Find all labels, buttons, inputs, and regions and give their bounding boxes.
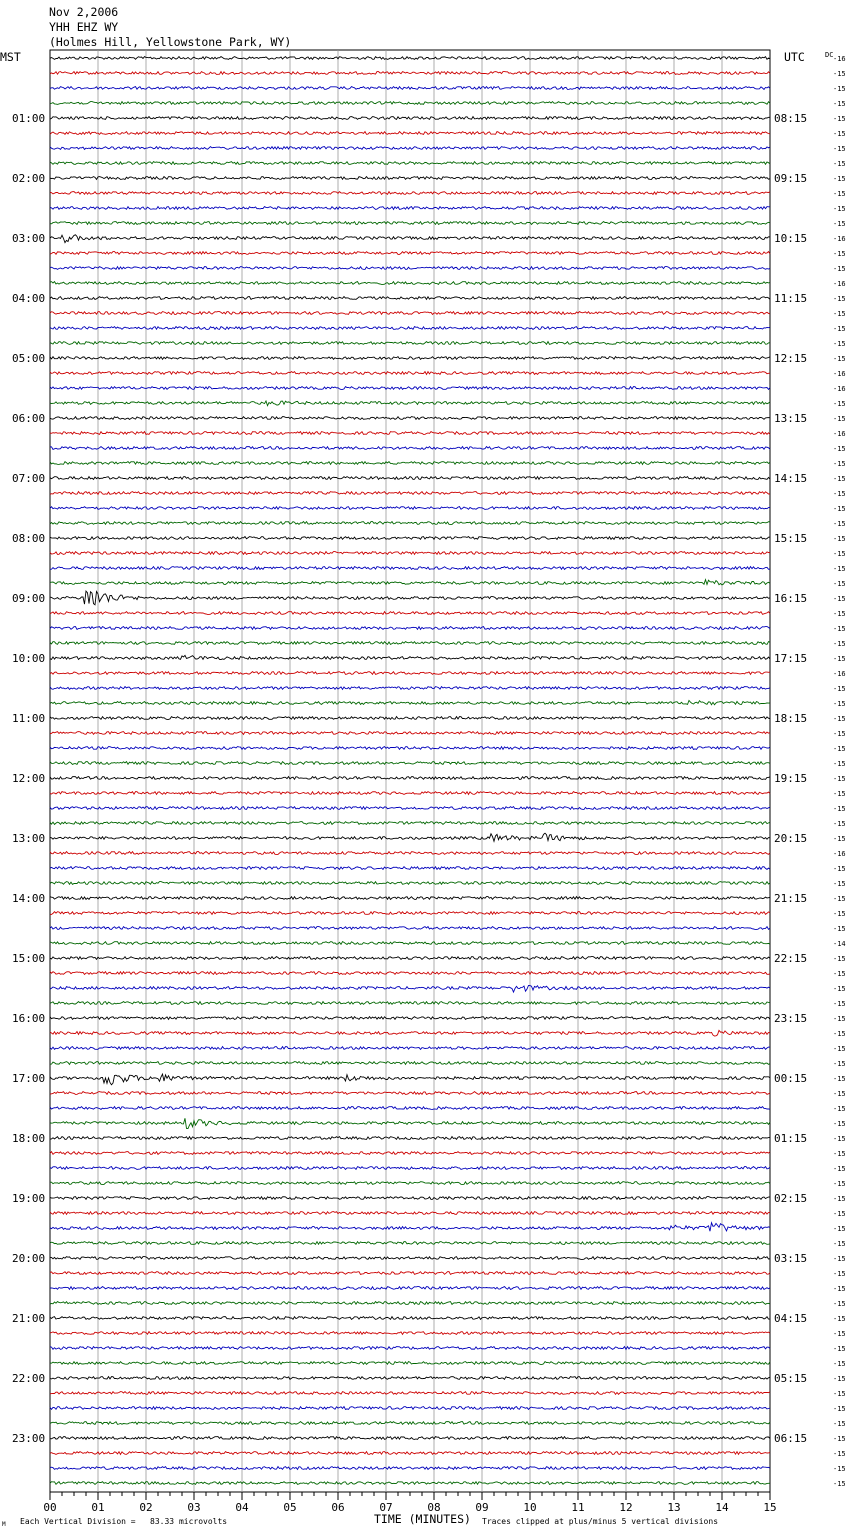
dc-offset-label: -15 xyxy=(833,1435,846,1443)
dc-offset-label: -15 xyxy=(833,460,846,468)
mst-hour-label: 12:00 xyxy=(12,772,46,785)
dc-offset-label: -15 xyxy=(833,85,846,93)
x-tick-label: 05 xyxy=(283,1501,297,1514)
dc-offset-label: -16 xyxy=(833,235,846,243)
dc-offset-label: -15 xyxy=(833,190,846,198)
utc-hour-label: 11:15 xyxy=(774,292,808,305)
dc-offset-label: -15 xyxy=(833,325,846,333)
dc-offset-label: -15 xyxy=(833,685,846,693)
utc-hour-label: 20:15 xyxy=(774,832,808,845)
dc-offset-label: -15 xyxy=(833,115,846,123)
dc-offset-title: DC xyxy=(825,51,834,59)
dc-offset-label: -15 xyxy=(833,1180,846,1188)
dc-offset-label: -15 xyxy=(833,445,846,453)
mst-hour-label: 18:00 xyxy=(12,1132,46,1145)
utc-hour-label: 23:15 xyxy=(774,1012,808,1025)
utc-hour-label: 19:15 xyxy=(774,772,808,785)
mst-hour-label: 15:00 xyxy=(12,952,46,965)
dc-offset-label: -15 xyxy=(833,220,846,228)
dc-offset-label: -15 xyxy=(833,1345,846,1353)
utc-hour-label: 10:15 xyxy=(774,232,808,245)
dc-offset-label: -15 xyxy=(833,205,846,213)
mst-hour-label: 20:00 xyxy=(12,1252,46,1265)
dc-offset-label: -15 xyxy=(833,835,846,843)
dc-offset-label: -14 xyxy=(833,940,846,948)
dc-offset-label: -15 xyxy=(833,1390,846,1398)
utc-hour-label: 12:15 xyxy=(774,352,808,365)
x-tick-label: 04 xyxy=(235,1501,249,1514)
x-tick-label: 06 xyxy=(331,1501,345,1514)
dc-offset-label: -15 xyxy=(833,1420,846,1428)
dc-offset-label: -15 xyxy=(833,1360,846,1368)
mst-hour-label: 08:00 xyxy=(12,532,46,545)
chart-date: Nov 2,2006 xyxy=(49,5,119,19)
dc-offset-label: -15 xyxy=(833,595,846,603)
dc-offset-label: -15 xyxy=(833,910,846,918)
dc-offset-label: -15 xyxy=(833,1315,846,1323)
utc-hour-label: 08:15 xyxy=(774,112,808,125)
dc-offset-label: -15 xyxy=(833,1210,846,1218)
mst-hour-label: 03:00 xyxy=(12,232,46,245)
dc-offset-label: -15 xyxy=(833,355,846,363)
utc-hour-label: 18:15 xyxy=(774,712,808,725)
clip-note: Traces clipped at plus/minus 5 vertical divisions xyxy=(482,1517,719,1526)
dc-offset-label: -15 xyxy=(833,610,846,618)
dc-offset-label: -15 xyxy=(833,1135,846,1143)
dc-offset-label: -15 xyxy=(833,70,846,78)
mst-hour-label: 16:00 xyxy=(12,1012,46,1025)
x-tick-label: 10 xyxy=(523,1501,537,1514)
utc-hour-label: 01:15 xyxy=(774,1132,808,1145)
dc-offset-label: -15 xyxy=(833,895,846,903)
dc-offset-label: -15 xyxy=(833,1405,846,1413)
dc-offset-label: -16 xyxy=(833,55,846,63)
dc-offset-label: -15 xyxy=(833,145,846,153)
utc-axis-title: UTC xyxy=(784,50,805,64)
dc-offset-label: -15 xyxy=(833,550,846,558)
dc-offset-label: -15 xyxy=(833,655,846,663)
dc-offset-label: -15 xyxy=(833,1150,846,1158)
x-tick-label: 13 xyxy=(667,1501,681,1514)
dc-offset-label: -15 xyxy=(833,955,846,963)
mst-hour-label: 19:00 xyxy=(12,1192,46,1205)
dc-offset-label: -15 xyxy=(833,1270,846,1278)
footer-glyph: M xyxy=(2,1521,6,1528)
dc-offset-label: -16 xyxy=(833,430,846,438)
utc-hour-label: 17:15 xyxy=(774,652,808,665)
dc-offset-label: -15 xyxy=(833,1165,846,1173)
dc-offset-label: -16 xyxy=(833,385,846,393)
dc-offset-label: -15 xyxy=(833,730,846,738)
dc-offset-label: -15 xyxy=(833,1225,846,1233)
dc-offset-label: -16 xyxy=(833,670,846,678)
utc-hour-label: 05:15 xyxy=(774,1372,808,1385)
mst-hour-label: 21:00 xyxy=(12,1312,46,1325)
dc-offset-label: -15 xyxy=(833,505,846,513)
utc-hour-label: 03:15 xyxy=(774,1252,808,1265)
dc-offset-label: -16 xyxy=(833,850,846,858)
dc-offset-label: -15 xyxy=(833,490,846,498)
utc-hour-label: 04:15 xyxy=(774,1312,808,1325)
dc-offset-label: -15 xyxy=(833,100,846,108)
dc-offset-label: -15 xyxy=(833,760,846,768)
mst-axis-title: MST xyxy=(0,50,21,64)
dc-offset-label: -15 xyxy=(833,1075,846,1083)
utc-hour-label: 21:15 xyxy=(774,892,808,905)
dc-offset-label: -15 xyxy=(833,1000,846,1008)
dc-offset-label: -15 xyxy=(833,250,846,258)
dc-offset-label: -16 xyxy=(833,280,846,288)
x-tick-label: 03 xyxy=(187,1501,201,1514)
x-tick-label: 14 xyxy=(715,1501,729,1514)
dc-offset-label: -15 xyxy=(833,520,846,528)
dc-offset-label: -15 xyxy=(833,625,846,633)
x-tick-label: 08 xyxy=(427,1501,441,1514)
dc-offset-label: -15 xyxy=(833,295,846,303)
dc-offset-label: -15 xyxy=(833,790,846,798)
dc-offset-label: -15 xyxy=(833,1465,846,1473)
scale-note: Each Vertical Division = 83.33 microvolts xyxy=(20,1517,228,1526)
mst-hour-label: 05:00 xyxy=(12,352,46,365)
x-axis-label: TIME (MINUTES) xyxy=(374,1512,471,1526)
dc-offset-label: -15 xyxy=(833,340,846,348)
dc-offset-label: -15 xyxy=(833,925,846,933)
dc-offset-label: -15 xyxy=(833,1045,846,1053)
mst-hour-label: 01:00 xyxy=(12,112,46,125)
x-tick-label: 11 xyxy=(571,1501,585,1514)
dc-offset-label: -15 xyxy=(833,985,846,993)
station-code: YHH EHZ WY xyxy=(49,20,119,34)
dc-offset-label: -15 xyxy=(833,1195,846,1203)
x-tick-label: 09 xyxy=(475,1501,489,1514)
utc-hour-label: 06:15 xyxy=(774,1432,808,1445)
dc-offset-label: -15 xyxy=(833,700,846,708)
dc-offset-label: -15 xyxy=(833,565,846,573)
dc-offset-label: -15 xyxy=(833,1105,846,1113)
dc-offset-label: -15 xyxy=(833,1300,846,1308)
dc-offset-label: -15 xyxy=(833,1450,846,1458)
dc-offset-label: -15 xyxy=(833,640,846,648)
mst-hour-label: 07:00 xyxy=(12,472,46,485)
dc-offset-label: -15 xyxy=(833,805,846,813)
dc-offset-label: -15 xyxy=(833,970,846,978)
x-tick-label: 02 xyxy=(139,1501,153,1514)
x-tick-label: 12 xyxy=(619,1501,633,1514)
utc-hour-label: 15:15 xyxy=(774,532,808,545)
dc-offset-label: -15 xyxy=(833,310,846,318)
dc-offset-label: -15 xyxy=(833,775,846,783)
dc-offset-label: -15 xyxy=(833,1375,846,1383)
dc-offset-label: -15 xyxy=(833,130,846,138)
dc-offset-label: -15 xyxy=(833,1285,846,1293)
dc-offset-label: -15 xyxy=(833,880,846,888)
dc-offset-label: -15 xyxy=(833,715,846,723)
dc-offset-label: -15 xyxy=(833,265,846,273)
dc-offset-label: -15 xyxy=(833,820,846,828)
dc-offset-label: -15 xyxy=(833,535,846,543)
x-tick-label: 01 xyxy=(91,1501,105,1514)
dc-offset-label: -15 xyxy=(833,745,846,753)
utc-hour-label: 02:15 xyxy=(774,1192,808,1205)
utc-hour-label: 00:15 xyxy=(774,1072,808,1085)
mst-hour-label: 10:00 xyxy=(12,652,46,665)
mst-hour-label: 17:00 xyxy=(12,1072,46,1085)
dc-offset-label: -15 xyxy=(833,1240,846,1248)
x-tick-label: 15 xyxy=(763,1501,777,1514)
dc-offset-label: -15 xyxy=(833,475,846,483)
dc-offset-label: -15 xyxy=(833,1255,846,1263)
dc-offset-label: -15 xyxy=(833,1480,846,1488)
mst-hour-label: 23:00 xyxy=(12,1432,46,1445)
x-tick-label: 00 xyxy=(43,1501,57,1514)
dc-offset-label: -15 xyxy=(833,1060,846,1068)
mst-hour-label: 04:00 xyxy=(12,292,46,305)
dc-offset-label: -15 xyxy=(833,1015,846,1023)
utc-hour-label: 22:15 xyxy=(774,952,808,965)
dc-offset-label: -15 xyxy=(833,1330,846,1338)
utc-hour-label: 13:15 xyxy=(774,412,808,425)
mst-hour-label: 06:00 xyxy=(12,412,46,425)
utc-hour-label: 09:15 xyxy=(774,172,808,185)
x-tick-label: 07 xyxy=(379,1501,393,1514)
dc-offset-label: -15 xyxy=(833,175,846,183)
dc-offset-label: -15 xyxy=(833,580,846,588)
dc-offset-label: -15 xyxy=(833,1090,846,1098)
dc-offset-label: -15 xyxy=(833,415,846,423)
dc-offset-label: -15 xyxy=(833,1030,846,1038)
mst-hour-label: 22:00 xyxy=(12,1372,46,1385)
station-location: (Holmes Hill, Yellowstone Park, WY) xyxy=(49,35,292,49)
mst-hour-label: 09:00 xyxy=(12,592,46,605)
dc-offset-label: -16 xyxy=(833,370,846,378)
dc-offset-label: -15 xyxy=(833,865,846,873)
dc-offset-label: -15 xyxy=(833,1120,846,1128)
mst-hour-label: 02:00 xyxy=(12,172,46,185)
mst-hour-label: 13:00 xyxy=(12,832,46,845)
utc-hour-label: 16:15 xyxy=(774,592,808,605)
utc-hour-label: 14:15 xyxy=(774,472,808,485)
dc-offset-label: -15 xyxy=(833,400,846,408)
dc-offset-label: -15 xyxy=(833,160,846,168)
mst-hour-label: 14:00 xyxy=(12,892,46,905)
mst-hour-label: 11:00 xyxy=(12,712,46,725)
